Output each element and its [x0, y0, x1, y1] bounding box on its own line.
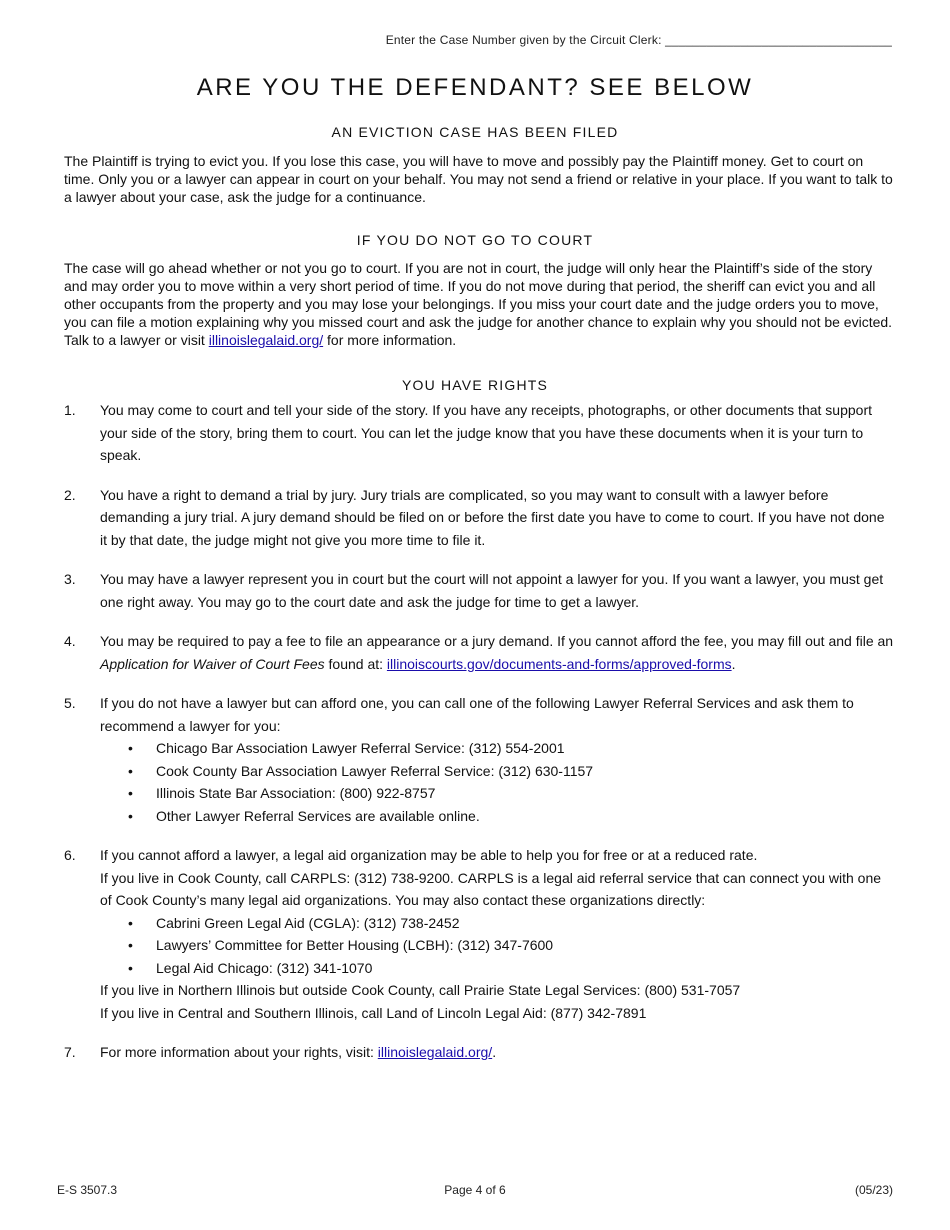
- rights-item-5: [64, 692, 894, 827]
- item-number: 4.: [64, 633, 76, 649]
- case-number-field[interactable]: _________________________________: [665, 33, 892, 47]
- fee-waiver-form-name: Application for Waiver of Court Fees: [100, 655, 325, 672]
- item-text: If you do not have a lawyer but can afford one, you can call one of the following Lawyer Referral Services and ask them to recommend a lawyer for you:: [100, 695, 854, 734]
- cook-county-text: If you live in Cook County, call CARPLS: (312) 738-9200. CARPLS is a legal aid referral service that can connect you with one of Cook County’s many legal aid organizations. You may also contact these organizations directly:: [100, 869, 882, 908]
- item-text-end: .: [731, 655, 736, 672]
- case-number-prompt: Enter the Case Number given by the Circuit Clerk:: [385, 33, 662, 47]
- no-court-heading: IF YOU DO NOT GO TO COURT: [356, 232, 594, 248]
- item-text: You may be required to pay a fee to file an appearance or a jury demand. If you cannot afford the fee, you may fill out and file an: [100, 633, 894, 649]
- no-court-paragraph: [64, 259, 894, 349]
- approved-forms-link[interactable]: illinoiscourts.gov/documents-and-forms/approved-forms: [386, 655, 732, 672]
- list-item: • Other Lawyer Referral Services are available online.: [100, 805, 894, 828]
- item-text: You may have a lawyer represent you in court but the court will not appoint a lawyer for you. If you want a lawyer, you must get one right away. You may go to the court date and ask the judge for time to get a lawyer.: [100, 571, 884, 610]
- item-text: If you cannot afford a lawyer, a legal aid organization may be able to help you for free or at a reduced rate.: [100, 847, 758, 863]
- item-number: 3.: [64, 571, 76, 587]
- rights-item-2: [64, 484, 894, 552]
- item-text-end: .: [492, 1044, 497, 1060]
- case-number-line: [386, 33, 892, 47]
- item-text: You have a right to demand a trial by jury. Jury trials are complicated, so you may want to consult with a lawyer before demanding a jury trial. A jury demand should be filed on or before the first date you have to come to court. If you have not done it by that date, the judge might not give you more time to file it.: [100, 486, 885, 548]
- list-item: • Cabrini Green Legal Aid (CGLA): (312) 738-2452: [100, 912, 894, 935]
- item-number: 5.: [64, 695, 76, 711]
- list-item: • Legal Aid Chicago: (312) 341-1070: [100, 957, 894, 980]
- item-number: 1.: [64, 402, 76, 418]
- rights-item-4: [64, 630, 894, 675]
- page-number: Page 4 of 6: [444, 1183, 506, 1197]
- rights-list: [64, 399, 894, 1081]
- revision-date: (05/23): [854, 1183, 893, 1197]
- central-southern-illinois-text: If you live in Central and Southern Illinois, call Land of Lincoln Legal Aid: (877) 342-7891: [100, 1004, 647, 1021]
- rights-item-6: [64, 844, 894, 1024]
- rights-heading: YOU HAVE RIGHTS: [401, 377, 549, 393]
- northern-illinois-text: If you live in Northern Illinois but outside Cook County, call Prairie State Legal Services: (800) 531-7057: [100, 982, 741, 998]
- rights-item-7: [64, 1041, 894, 1064]
- list-item: • Lawyers’ Committee for Better Housing (LCBH): (312) 347-7600: [100, 934, 894, 957]
- item-number: 6.: [64, 847, 76, 863]
- item-text: For more information about your rights, visit:: [100, 1044, 378, 1060]
- eviction-heading: AN EVICTION CASE HAS BEEN FILED: [331, 124, 619, 140]
- legal-aid-link[interactable]: illinoislegalaid.org/: [208, 332, 324, 348]
- legal-aid-orgs-list: [100, 912, 894, 980]
- no-court-text: The case will go ahead whether or not you go to court. If you are not in court, the judge will only hear the Plaintiff’s side of the story and may order you to move within a very short period of time. If you do not move during that period, the sheriff can evict you and all other occupants from the property and you may lose your belongings. If you miss your court date and the judge orders you to move, you can file a motion explaining why you missed court and ask the judge for another chance to explain why you should not be evicted. Talk to a lawyer or visit: [64, 260, 893, 348]
- list-item: • Cook County Bar Association Lawyer Referral Service: (312) 630-1157: [100, 760, 894, 783]
- referral-services-list: [100, 737, 894, 827]
- rights-item-3: [64, 568, 894, 613]
- item-text: You may come to court and tell your side of the story. If you have any receipts, photographs, or other documents that support your side of the story, bring them to court. You can let the judge know that you have these documents when it is your turn to speak.: [100, 402, 872, 463]
- eviction-paragraph: The Plaintiff is trying to evict you. If you lose this case, you will have to move and possibly pay the Plaintiff money. Get to court on time. Only you or a lawyer can appear in court on your behalf. You may not send a friend or relative in your place. If you want to talk to a lawyer about your case, ask the judge for a continuance.: [64, 153, 893, 205]
- form-id: E-S 3507.3: [57, 1183, 118, 1197]
- item-number: 7.: [64, 1044, 76, 1060]
- item-text-mid: found at:: [324, 655, 387, 672]
- no-court-text-after: for more information.: [323, 332, 457, 348]
- list-item: • Chicago Bar Association Lawyer Referral Service: (312) 554-2001: [100, 737, 894, 760]
- item-number: 2.: [64, 486, 76, 503]
- page-title: ARE YOU THE DEFENDANT? SEE BELOW: [196, 74, 754, 101]
- list-item: • Illinois State Bar Association: (800) 922-8757: [100, 782, 894, 805]
- rights-info-link[interactable]: illinoislegalaid.org/: [377, 1044, 493, 1060]
- rights-item-1: [64, 399, 894, 467]
